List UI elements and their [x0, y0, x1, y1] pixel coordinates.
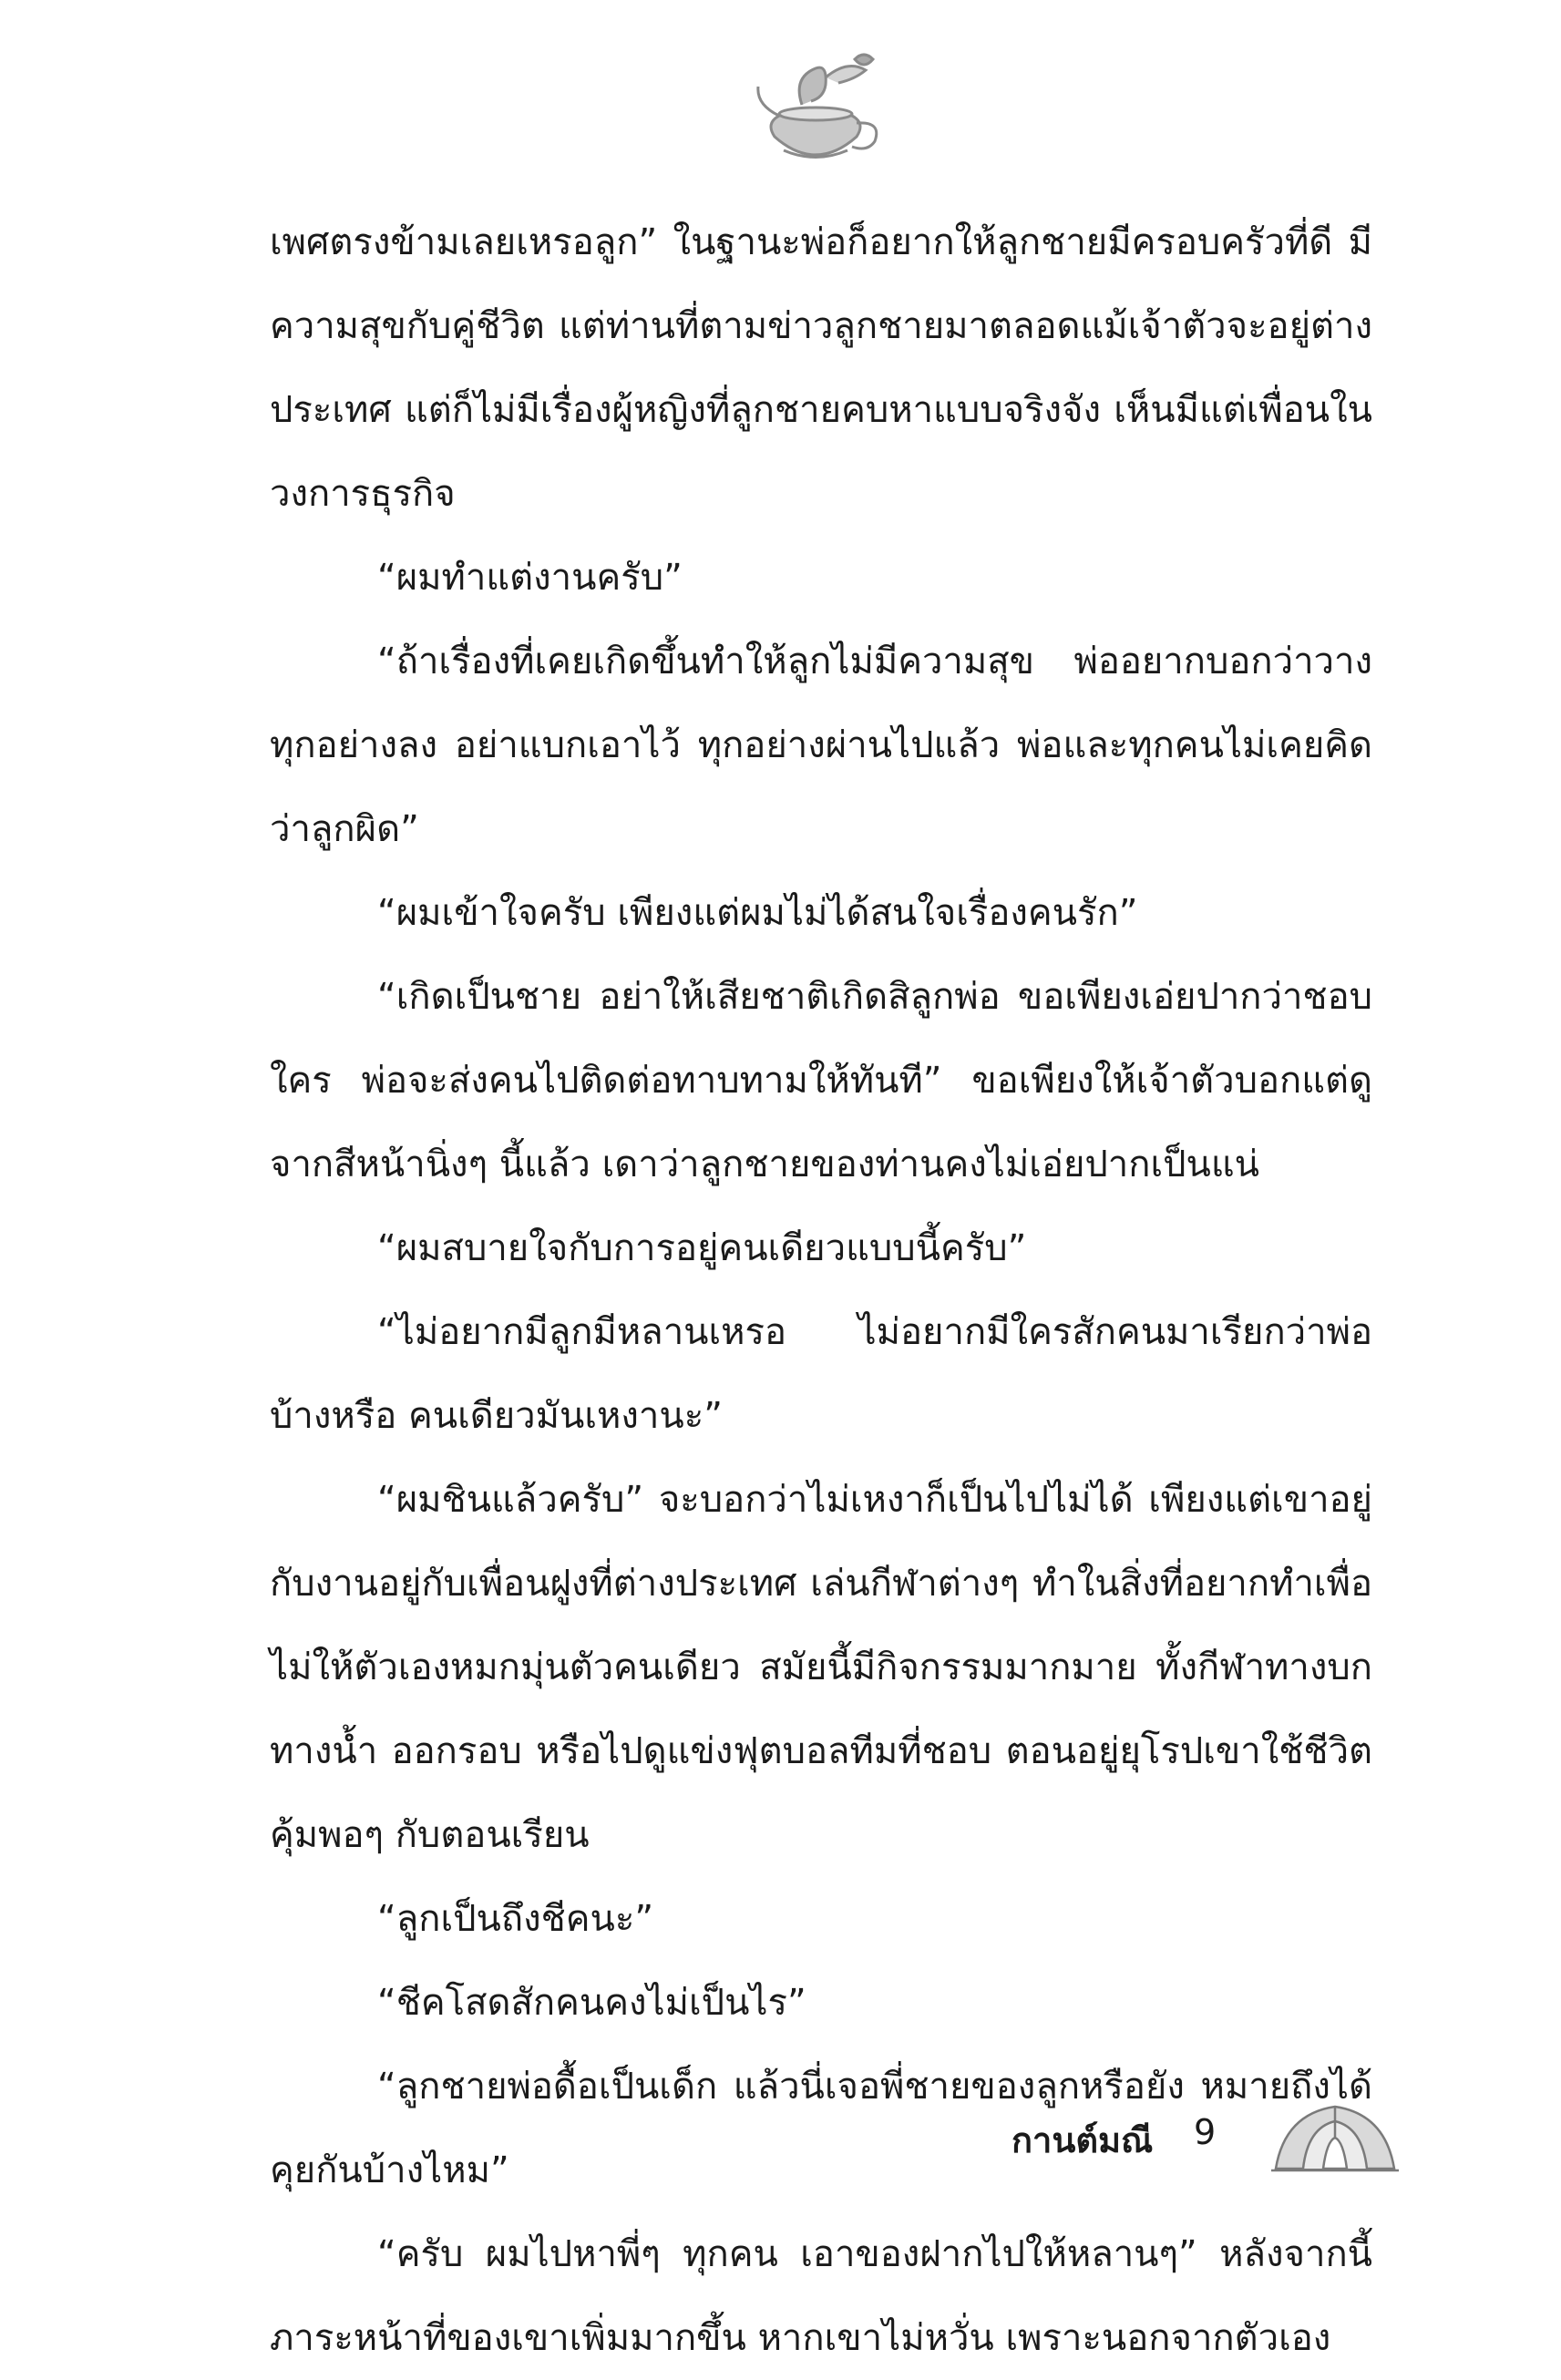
body-text [270, 200, 1372, 2380]
teapot-ornament-icon [738, 50, 893, 173]
paragraph: “ผมชินแล้วครับ” จะบอกว่าไม่เหงาก็เป็นไปไม่ได้ เพียงแต่เขาอยู่กับงานอยู่กับเพื่อนฝูงที่ต่างประเทศ เล่นกีฬาต่างๆ ทำในสิ่งที่อยากทำเพื่อไม่ให้ตัวเองหมกมุ่นตัวคนเดียว สมัยนี้มีกิจกรรมมากมาย ทั้งกีฬาทางบก ทางน้ำ ออกรอบ หรือไปดูแข่งฟุตบอลทีมที่ชอบ ตอนอยู่ยุโรปเขาใช้ชีวิตคุ้มพอๆ กับตอนเรียน [270, 1479, 1372, 1856]
tent-icon [1267, 2096, 1403, 2178]
paragraph: “ลูกชายพ่อดื้อเป็นเด็ก แล้วนี่เจอพี่ชายของลูกหรือยัง หมายถึงได้คุยกันบ้างไหม” [270, 2066, 1372, 2191]
paragraph: “ผมเข้าใจครับ เพียงแต่ผมไม่ได้สนใจเรื่องคนรัก” [377, 892, 1138, 934]
page-footer [1012, 2096, 1403, 2187]
paragraph: “ครับ ผมไปหาพี่ๆ ทุกคน เอาของฝากไปให้หลานๆ” หลังจากนี้ภาระหน้าที่ของเขาเพิ่มมากขึ้น หากเขาไม่หวั่น เพราะนอกจากตัวเอง [270, 2233, 1372, 2359]
paragraph: “ถ้าเรื่องที่เคยเกิดขึ้นทำให้ลูกไม่มีความสุข พ่ออยากบอกว่าวางทุกอย่างลง อย่าแบกเอาไว้ ทุกอย่างผ่านไปแล้ว พ่อและทุกคนไม่เคยคิดว่าลูกผิด” [270, 641, 1372, 850]
paragraph: “เกิดเป็นชาย อย่าให้เสียชาติเกิดสิลูกพ่อ ขอเพียงเอ่ยปากว่าชอบใคร พ่อจะส่งคนไปติดต่อทาบทามให้ทันที” ขอเพียงให้เจ้าตัวบอกแต่ดูจากสีหน้านิ่งๆ นี้แล้ว เดาว่าลูกชายของท่านคงไม่เอ่ยปากเป็นแน่ [270, 976, 1372, 1185]
paragraph: เพศตรงข้ามเลยเหรอลูก” ในฐานะพ่อก็อยากให้ลูกชายมีครอบครัวที่ดี มีความสุขกับคู่ชีวิต แต่ท่านที่ตามข่าวลูกชายมาตลอดแม้เจ้าตัวจะอยู่ต่างประเทศ แต่ก็ไม่มีเรื่องผู้หญิงที่ลูกชายคบหาแบบจริงจัง เห็นมีแต่เพื่อนในวงการธุรกิจ [270, 221, 1372, 515]
paragraph: “ชีคโสดสักคนคงไม่เป็นไร” [377, 1982, 806, 2024]
paragraph: “ผมทำแต่งานครับ” [377, 557, 683, 599]
page-number: 9 [1194, 2112, 1217, 2152]
paragraph: “ลูกเป็นถึงชีคนะ” [377, 1898, 654, 1940]
book-title: กานต์มณี [1012, 2120, 1154, 2160]
paragraph: “ผมสบายใจกับการอยู่คนเดียวแบบนี้ครับ” [377, 1227, 1027, 1269]
paragraph: “ไม่อยากมีลูกมีหลานเหรอ ไม่อยากมีใครสักคนมาเรียกว่าพ่อบ้างหรือ คนเดียวมันเหงานะ” [270, 1311, 1372, 1437]
